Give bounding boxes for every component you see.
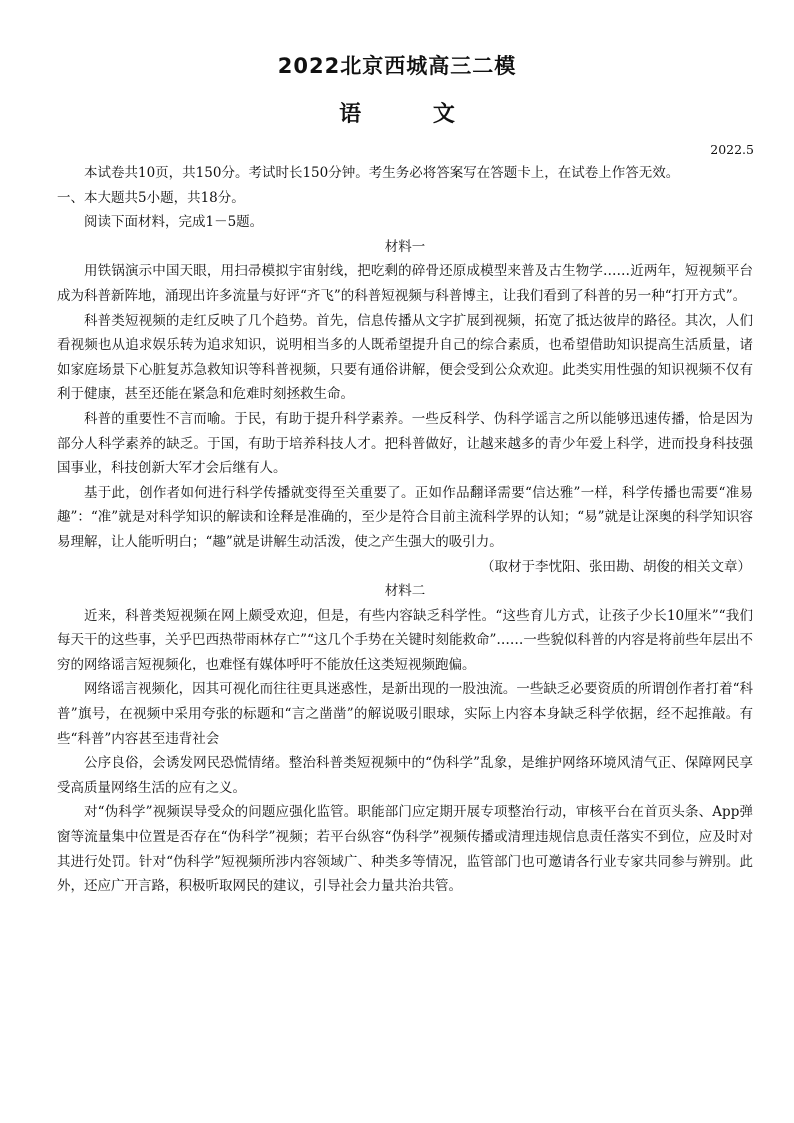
exam-body bbox=[57, 161, 753, 899]
material2-paragraph-4: 对“伪科学”视频误导受众的问题应强化监管。职能部门应定期开展专项整治行动，审核平台在首页头条、App弹窗等流量集中位置是否存在“伪科学”视频；若平台纵容“伪科学”视频传播或清理违规信息责任落实不到位，应及时对其进行处罚。针对“伪科学”短视频所涉内容领域广、种类多等情况，监管部门也可邀请各行业专家共同参与辨别。此外，还应广开言路，积极听取网民的建议，引导社会力量共治共管。 bbox=[57, 804, 753, 895]
section-heading: 一、本大题共5小题，共18分。 bbox=[57, 189, 245, 206]
material2-heading: 材料二 bbox=[384, 583, 426, 600]
material2-paragraph-2: 网络谣言视频化，因其可视化而往往更具迷惑性，是新出现的一股浊流。一些缺乏必要资质的所谓创作者打着“科普”旗号，在视频中采用夸张的标题和“言之凿凿”的解说吸引眼球，实际上内容本身缺乏科学依据，经不起推敲。有些“科普”内容甚至违背社会 bbox=[57, 681, 753, 747]
material2-paragraph-1: 近来，科普类短视频在网上颇受欢迎，但是，有些内容缺乏科学性。“这些育儿方式，让孩子少长10厘米”“我们每天干的这些事，关乎巴西热带雨林存亡”“这几个手势在关键时刻能救命”……一些貌似科普的内容是将前些年层出不穷的网络谣言短视频化，也难怪有媒体呼吁不能放任这类短视频跑偏。 bbox=[57, 607, 753, 673]
material2-paragraph-3: 公序良俗，会诱发网民恐慌情绪。整治科普类短视频中的“伪科学”乱象，是维护网络环境风清气正、保障网民享受高质量网络生活的应有之义。 bbox=[57, 755, 753, 796]
material1-source: （取材于李忱阳、张田勘、胡俊的相关文章） bbox=[481, 558, 751, 575]
material1-paragraph-1: 用铁锅演示中国天眼，用扫帚模拟宇宙射线，把吃剩的碎骨还原成模型来普及古生物学……近两年，短视频平台成为科普新阵地，涌现出许多流量与好评“齐飞”的科普短视频与科普博主，让我们看到了科普的另一种“打开方式”。 bbox=[57, 263, 753, 304]
reading-prompt: 阅读下面材料，完成1－5题。 bbox=[84, 214, 264, 231]
material1-heading: 材料一 bbox=[384, 238, 426, 255]
exam-title: 2022北京西城高三二模 bbox=[277, 54, 517, 78]
subject-heading: 语 文 bbox=[339, 102, 487, 127]
material1-paragraph-3: 科普的重要性不言而喻。于民，有助于提升科学素养。一些反科学、伪科学谣言之所以能够迅速传播，恰是因为部分人科学素养的缺乏。于国，有助于培养科技人才。把科普做好，让越来越多的青少年爱上科学，进而投身科技强国事业，科技创新大军才会后继有人。 bbox=[57, 410, 753, 477]
material1-paragraph-4: 基于此，创作者如何进行科学传播就变得至关重要了。正如作品翻译需要“信达雅”一样，科学传播也需要“准易趣”：“准”就是对科学知识的解读和诠释是准确的，至少是符合目前主流科学界的认知；“易”就是让深奥的科学知识容易理解，让人能听明白；“趣”就是讲解生动活泼，使之产生强大的吸引力。 bbox=[57, 484, 754, 550]
exam-instructions: 本试卷共10页，共150分。考试时长150分钟。考生务必将答案写在答题卡上，在试卷上作答无效。 bbox=[84, 165, 680, 181]
exam-date: 2022.5 bbox=[710, 142, 754, 157]
material1-paragraph-2: 科普类短视频的走红反映了几个趋势。首先，信息传播从文字扩展到视频，拓宽了抵达彼岸的路径。其次，人们看视频也从追求娱乐转为追求知识，说明相当多的人既希望提升自己的综合素质，也希望借助知识提高生活质量，诸如家庭场景下心脏复苏急救知识等科普视频，只要有通俗讲解，便会受到公众欢迎。此类实用性强的知识视频不仅有利于健康，甚至还能在紧急和危难时刻拯救生命。 bbox=[57, 312, 753, 403]
